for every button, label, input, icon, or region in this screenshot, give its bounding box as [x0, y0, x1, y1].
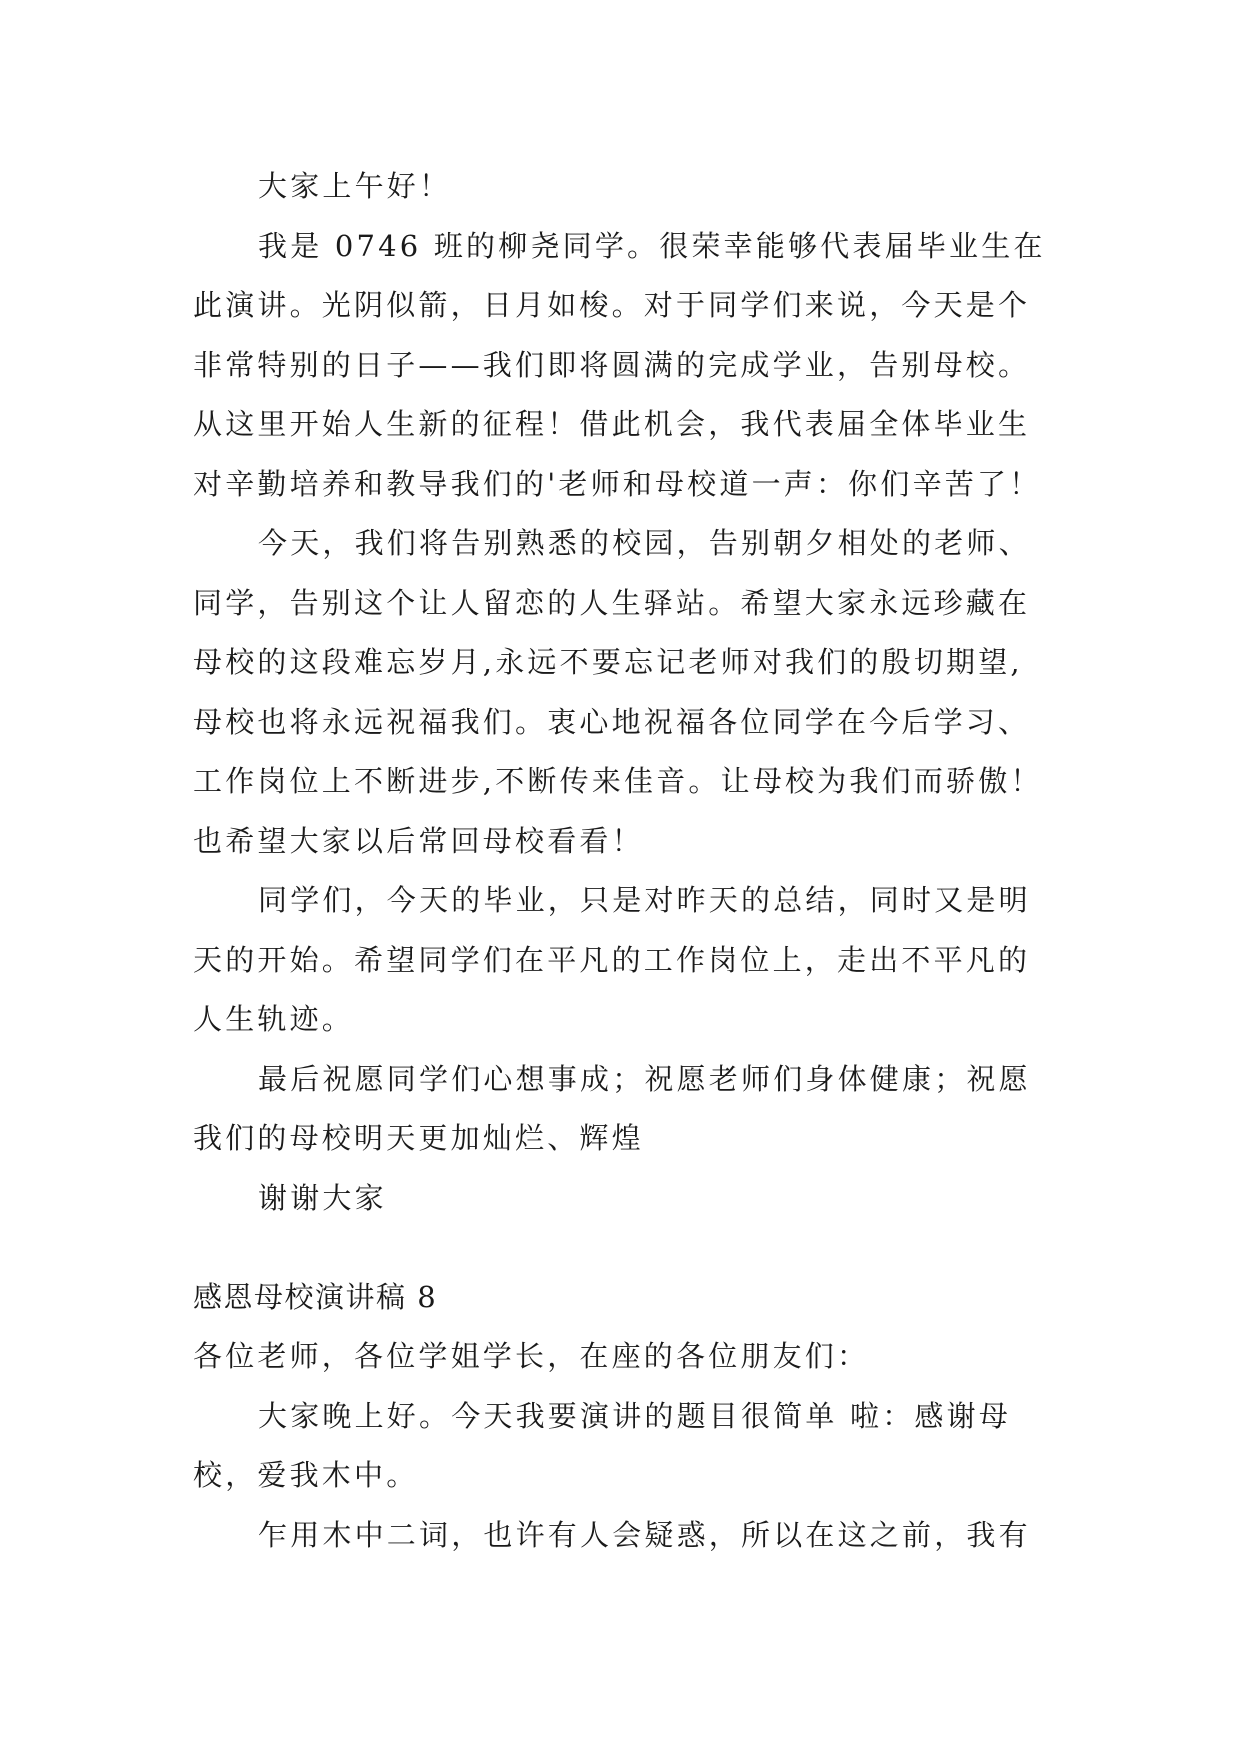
text-line: 我们的母校明天更加灿烂、辉煌: [193, 1121, 644, 1155]
text-line: 最后祝愿同学们心想事成；祝愿老师们身体健康；祝愿: [258, 1062, 1031, 1096]
text-line: 工作岗位上不断进步,不断传来佳音。让母校为我们而骄傲！: [193, 764, 1043, 798]
text-line: 各位老师，各位学姐学长，在座的各位朋友们：: [193, 1339, 870, 1373]
text-line: 校，爱我木中。: [193, 1458, 419, 1492]
text-line: 此演讲。光阴似箭，日月如梭。对于同学们来说，今天是个: [193, 288, 1031, 322]
text-line: 非常特别的日子——我们即将圆满的完成学业，告别母校。: [193, 348, 1031, 382]
text-line: 也希望大家以后常回母校看看！: [193, 824, 644, 858]
text-line: 天的开始。希望同学们在平凡的工作岗位上，走出不平凡的: [193, 943, 1031, 977]
section-title: 感恩母校演讲稿 8: [193, 1280, 438, 1314]
text-line: 从这里开始人生新的征程！借此机会，我代表届全体毕业生: [193, 407, 1031, 441]
text-line: 对辛勤培养和教导我们的'老师和母校道一声：你们辛苦了！: [193, 467, 1042, 501]
text-line: 谢谢大家: [258, 1181, 387, 1215]
text-line: 同学，告别这个让人留恋的人生驿站。希望大家永远珍藏在: [193, 586, 1031, 620]
text-line: 乍用木中二词，也许有人会疑惑，所以在这之前，我有: [258, 1518, 1031, 1552]
text-line: 母校的这段难忘岁月,永远不要忘记老师对我们的殷切期望,: [193, 645, 1023, 679]
text-line: 大家上午好！: [258, 169, 452, 203]
text-line: 同学们，今天的毕业，只是对昨天的总结，同时又是明: [258, 883, 1031, 917]
text-line: 人生轨迹。: [193, 1002, 355, 1036]
text-line: 今天，我们将告别熟悉的校园，告别朝夕相处的老师、: [258, 526, 1031, 560]
text-line: 母校也将永远祝福我们。衷心地祝福各位同学在今后学习、: [193, 705, 1031, 739]
text-line: 大家晚上好。今天我要演讲的题目很简单 啦：感谢母: [258, 1399, 1012, 1433]
text-line: 我是 0746 班的柳尧同学。很荣幸能够代表届毕业生在: [258, 229, 1046, 263]
